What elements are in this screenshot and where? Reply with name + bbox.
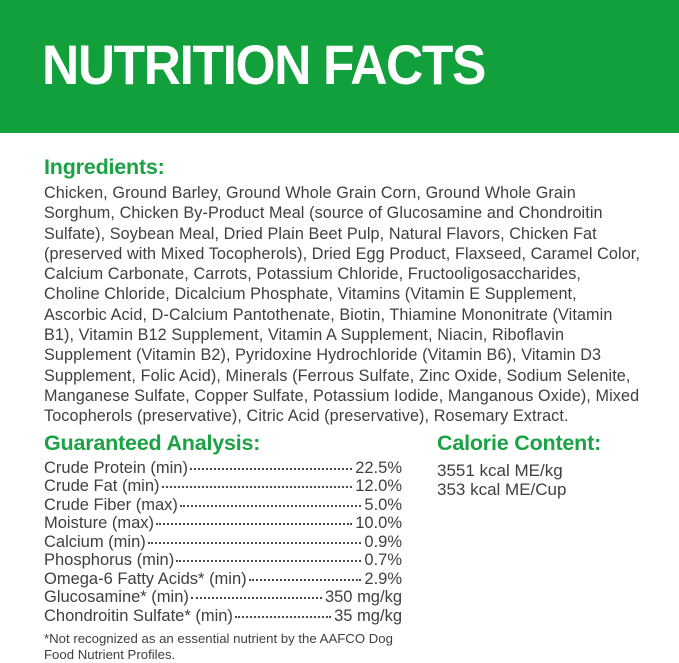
ingredients-text: Chicken, Ground Barley, Ground Whole Grain Corn, Ground Whole Grain Sorghum, Chicken By-Product Meal (source of Glucosamine and Chondroitin Sulfate), Soybean Meal, Dried Plain Beet Pulp, Natural Flavors, Chicken Fat (preserved with Mixed Tocopherols), Dried Egg Product, Flaxseed, Caramel Color, Calcium Carbonate, Carrots, Potassium Chloride, Fructooligosaccharides, Choline Chloride, Dicalcium Phosphate, Vitamins (Vitamin E Supplement, Ascorbic Acid, D-Calcium Pantothenate, Biotin, Thiamine Mononitrate (Vitamin B1), Vitamin B12 Supplement, Vitamin A Supplement, Niacin, Riboflavin Supplement (Vitamin B2), Pyridoxine Hydrochloride (Vitamin B6), Vitamin D3 Supplement, Folic Acid), Minerals (Ferrous Sulfate, Zinc Oxide, Sodium Selenite, Manganese Sulfate, Copper Sulfate, Potassium Iodide, Manganous Oxide), Mixed Tocopherols (preservative), Citric Acid (preservative), Rosemary Extract. — [44, 184, 640, 426]
ingredients-heading: Ingredients: — [44, 155, 165, 179]
leader-dots — [148, 542, 362, 544]
analysis-row — [44, 570, 402, 589]
analysis-label: Moisture (max) — [44, 514, 155, 533]
leader-dots — [249, 579, 362, 581]
label-content — [0, 133, 679, 663]
analysis-value: 12.0% — [355, 477, 402, 496]
analysis-row — [44, 459, 402, 478]
header-banner — [0, 0, 679, 133]
analysis-row — [44, 551, 402, 570]
leader-dots — [176, 560, 361, 562]
analysis-label: Calcium (min) — [44, 532, 146, 551]
calorie-line-cup: 353 kcal ME/Cup — [437, 480, 567, 500]
analysis-value: 10.0% — [355, 514, 402, 533]
analysis-row — [44, 533, 402, 552]
calorie-content-heading: Calorie Content: — [437, 430, 602, 455]
leader-dots — [190, 468, 352, 470]
analysis-label: Chondroitin Sulfate* (min) — [44, 606, 233, 625]
analysis-row — [44, 477, 402, 496]
calorie-lines — [437, 461, 601, 500]
analysis-row — [44, 588, 402, 607]
analysis-label: Phosphorus (min) — [44, 551, 175, 570]
calorie-content-section — [437, 431, 601, 500]
aafco-footnote: *Not recognized as an essential nutrient by the AAFCO Dog Food Nutrient Profiles. — [44, 631, 393, 662]
leader-dots — [162, 486, 353, 488]
analysis-label: Glucosamine* (min) — [44, 588, 189, 607]
calorie-line-kg: 3551 kcal ME/kg — [437, 460, 563, 480]
leader-dots — [191, 597, 322, 599]
analysis-columns — [44, 431, 641, 663]
leader-dots — [156, 523, 352, 525]
analysis-value: 0.9% — [364, 532, 402, 551]
analysis-row — [44, 514, 402, 533]
analysis-value: 350 mg/kg — [324, 588, 402, 607]
analysis-row — [44, 607, 402, 626]
ingredients-section — [44, 155, 641, 427]
analysis-value: 2.9% — [364, 569, 402, 588]
analysis-row — [44, 496, 402, 515]
analysis-value: 0.7% — [364, 551, 402, 570]
guaranteed-analysis-table — [44, 459, 402, 626]
analysis-label: Crude Protein (min) — [44, 458, 188, 477]
guaranteed-analysis-heading: Guaranteed Analysis: — [44, 430, 261, 455]
analysis-value: 5.0% — [364, 495, 402, 514]
leader-dots — [235, 616, 331, 618]
leader-dots — [180, 505, 362, 507]
analysis-label: Crude Fiber (max) — [44, 495, 178, 514]
analysis-value: 35 mg/kg — [334, 606, 402, 625]
page-title: NUTRITION FACTS — [42, 33, 485, 96]
analysis-label: Omega-6 Fatty Acids* (min) — [44, 569, 247, 588]
guaranteed-analysis-section — [44, 431, 402, 663]
analysis-label: Crude Fat (min) — [44, 477, 160, 496]
analysis-value: 22.5% — [355, 458, 402, 477]
